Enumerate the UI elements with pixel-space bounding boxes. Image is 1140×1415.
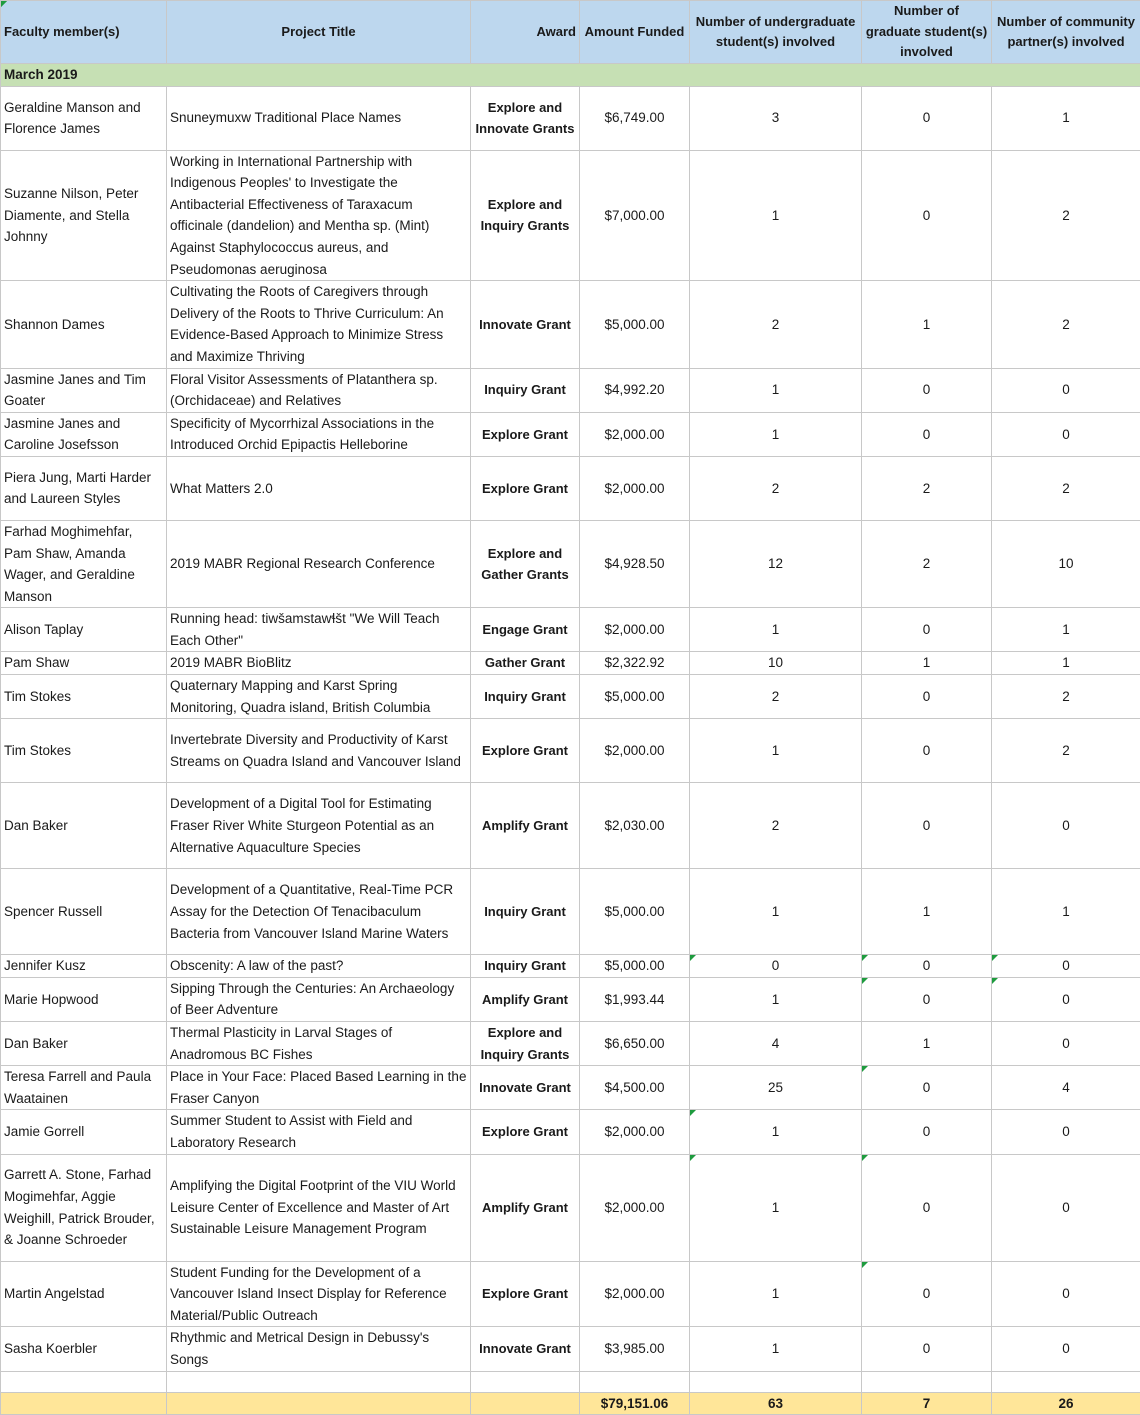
graduate-cell[interactable]: 1 [862,1022,992,1066]
undergrad-cell[interactable]: 1 [690,608,862,652]
community-cell[interactable]: 0 [992,977,1140,1021]
undergrad-cell[interactable]: 1 [690,719,862,783]
award-cell[interactable]: Inquiry Grant [471,368,580,412]
faculty-cell[interactable]: Suzanne Nilson, Peter Diamente, and Stella Johnny [1,150,167,281]
award-cell[interactable]: Explore and Innovate Grants [471,86,580,150]
undergrad-cell[interactable]: 1 [690,368,862,412]
undergrad-cell[interactable]: 3 [690,86,862,150]
undergrad-cell[interactable]: 1 [690,1327,862,1371]
undergrad-cell[interactable]: 10 [690,652,862,675]
graduate-cell[interactable]: 0 [862,719,992,783]
empty-cell[interactable] [167,1371,471,1392]
faculty-cell[interactable]: Jennifer Kusz [1,955,167,978]
undergrad-cell[interactable]: 25 [690,1066,862,1110]
faculty-cell[interactable]: Tim Stokes [1,719,167,783]
award-cell[interactable]: Explore and Gather Grants [471,520,580,607]
community-cell[interactable]: 0 [992,955,1140,978]
table-row [1,783,1140,869]
empty-cell[interactable] [690,1371,862,1392]
graduate-cell[interactable]: 0 [862,783,992,869]
community-cell[interactable]: 0 [992,1022,1140,1066]
amount-cell[interactable]: $2,030.00 [580,783,690,869]
table-row [1,1110,1140,1154]
community-cell[interactable]: 2 [992,150,1140,281]
undergrad-cell[interactable]: 2 [690,281,862,368]
table-row [1,1261,1140,1327]
undergrad-cell[interactable]: 0 [690,955,862,978]
project-title-cell[interactable]: Development of a Quantitative, Real-Time PCR Assay for the Detection Of Tenacibaculum Bacteria from Vancouver Island Marine Waters [167,869,471,955]
amount-cell[interactable]: $4,500.00 [580,1066,690,1110]
amount-cell[interactable]: $2,000.00 [580,456,690,520]
undergrad-cell[interactable]: 1 [690,1110,862,1154]
project-title-cell[interactable]: What Matters 2.0 [167,456,471,520]
amount-cell[interactable]: $6,650.00 [580,1022,690,1066]
community-cell[interactable]: 0 [992,1154,1140,1261]
community-cell[interactable]: 0 [992,783,1140,869]
total-undergrad-cell[interactable]: 63 [690,1392,862,1415]
community-cell[interactable]: 1 [992,608,1140,652]
amount-cell[interactable]: $5,000.00 [580,281,690,368]
table-row [1,1066,1140,1110]
total-graduate-cell[interactable]: 7 [862,1392,992,1415]
table-row [1,456,1140,520]
graduate-cell[interactable]: 0 [862,412,992,456]
table-row [1,1327,1140,1371]
graduate-cell[interactable]: 0 [862,1110,992,1154]
award-cell[interactable]: Explore Grant [471,1261,580,1327]
award-cell[interactable]: Amplify Grant [471,783,580,869]
faculty-cell[interactable]: Geraldine Manson and Florence James [1,86,167,150]
undergrad-cell[interactable]: 2 [690,456,862,520]
project-title-cell[interactable]: Sipping Through the Centuries: An Archaeology of Beer Adventure [167,977,471,1021]
undergrad-cell[interactable]: 1 [690,150,862,281]
project-title-cell[interactable]: Development of a Digital Tool for Estimating Fraser River White Sturgeon Potential as an Alternative Aquaculture Species [167,783,471,869]
award-cell[interactable]: Explore and Inquiry Grants [471,150,580,281]
graduate-cell[interactable]: 0 [862,1154,992,1261]
blank-row [1,1371,1140,1392]
undergrad-cell[interactable]: 1 [690,1261,862,1327]
table-row [1,977,1140,1021]
amount-cell[interactable]: $2,000.00 [580,608,690,652]
community-cell[interactable]: 0 [992,412,1140,456]
faculty-cell[interactable]: Pam Shaw [1,652,167,675]
header-amount-funded[interactable]: Amount Funded [580,1,690,64]
community-cell[interactable]: 0 [992,368,1140,412]
amount-cell[interactable]: $2,000.00 [580,719,690,783]
faculty-cell[interactable]: Dan Baker [1,1022,167,1066]
header-graduate-students[interactable]: Number of graduate student(s) involved [862,1,992,64]
amount-cell[interactable]: $2,322.92 [580,652,690,675]
project-title-cell[interactable]: Place in Your Face: Placed Based Learning in the Fraser Canyon [167,1066,471,1110]
award-cell[interactable]: Inquiry Grant [471,869,580,955]
amount-cell[interactable]: $4,928.50 [580,520,690,607]
table-row [1,1022,1140,1066]
project-title-cell[interactable]: Student Funding for the Development of a Vancouver Island Insect Display for Reference Material/Public Outreach [167,1261,471,1327]
community-cell[interactable]: 2 [992,719,1140,783]
faculty-cell[interactable]: Farhad Moghimehfar, Pam Shaw, Amanda Wager, and Geraldine Manson [1,520,167,607]
undergrad-cell[interactable]: 1 [690,869,862,955]
faculty-cell[interactable]: Dan Baker [1,783,167,869]
amount-cell[interactable]: $5,000.00 [580,869,690,955]
header-faculty[interactable]: Faculty member(s) [1,1,167,64]
empty-cell[interactable] [862,1371,992,1392]
header-undergrad-students[interactable]: Number of undergraduate student(s) involved [690,1,862,64]
project-title-cell[interactable]: 2019 MABR Regional Research Conference [167,520,471,607]
empty-cell[interactable] [471,1392,580,1415]
table-row [1,675,1140,719]
faculty-cell[interactable]: Shannon Dames [1,281,167,368]
community-cell[interactable]: 0 [992,1261,1140,1327]
graduate-cell[interactable]: 0 [862,608,992,652]
award-cell[interactable]: Explore Grant [471,1110,580,1154]
faculty-cell[interactable]: Jasmine Janes and Caroline Josefsson [1,412,167,456]
faculty-cell[interactable]: Teresa Farrell and Paula Waatainen [1,1066,167,1110]
empty-cell[interactable] [167,1392,471,1415]
award-cell[interactable]: Innovate Grant [471,1327,580,1371]
graduate-cell[interactable]: 0 [862,955,992,978]
award-cell[interactable]: Explore Grant [471,456,580,520]
award-cell[interactable]: Amplify Grant [471,1154,580,1261]
award-cell[interactable]: Gather Grant [471,652,580,675]
project-title-cell[interactable]: Running head: tiwšamstawɬšt "We Will Teach Each Other" [167,608,471,652]
faculty-cell[interactable]: Garrett A. Stone, Farhad Mogimehfar, Aggie Weighill, Patrick Brouder, & Joanne Schroeder [1,1154,167,1261]
award-cell[interactable]: Innovate Grant [471,1066,580,1110]
amount-cell[interactable]: $5,000.00 [580,675,690,719]
project-title-cell[interactable]: Obscenity: A law of the past? [167,955,471,978]
graduate-cell[interactable]: 1 [862,652,992,675]
table-row [1,1154,1140,1261]
graduate-cell[interactable]: 0 [862,86,992,150]
community-cell[interactable]: 0 [992,1327,1140,1371]
amount-cell[interactable]: $7,000.00 [580,150,690,281]
faculty-cell[interactable]: Jasmine Janes and Tim Goater [1,368,167,412]
table-row [1,412,1140,456]
amount-cell[interactable]: $2,000.00 [580,1154,690,1261]
faculty-cell[interactable]: Jamie Gorrell [1,1110,167,1154]
faculty-cell[interactable]: Alison Taplay [1,608,167,652]
table-row [1,719,1140,783]
undergrad-cell[interactable]: 2 [690,783,862,869]
table-row [1,281,1140,368]
project-title-cell[interactable]: Snuneymuxw Traditional Place Names [167,86,471,150]
totals-row [1,1392,1140,1415]
award-cell[interactable]: Amplify Grant [471,977,580,1021]
undergrad-cell[interactable]: 2 [690,675,862,719]
community-cell[interactable]: 10 [992,520,1140,607]
graduate-cell[interactable]: 0 [862,977,992,1021]
project-title-cell[interactable]: Summer Student to Assist with Field and Laboratory Research [167,1110,471,1154]
graduate-cell[interactable]: 1 [862,281,992,368]
project-title-cell[interactable]: Amplifying the Digital Footprint of the VIU World Leisure Center of Excellence and Master of Art Sustainable Leisure Management Program [167,1154,471,1261]
community-cell[interactable]: 2 [992,281,1140,368]
table-row [1,520,1140,607]
award-cell[interactable]: Engage Grant [471,608,580,652]
project-title-cell[interactable]: Floral Visitor Assessments of Platanthera sp. (Orchidaceae) and Relatives [167,368,471,412]
graduate-cell[interactable]: 0 [862,368,992,412]
faculty-cell[interactable]: Sasha Koerbler [1,1327,167,1371]
project-title-cell[interactable]: 2019 MABR BioBlitz [167,652,471,675]
faculty-cell[interactable]: Tim Stokes [1,675,167,719]
graduate-cell[interactable]: 2 [862,520,992,607]
amount-cell[interactable]: $2,000.00 [580,1110,690,1154]
project-title-cell[interactable]: Thermal Plasticity in Larval Stages of Anadromous BC Fishes [167,1022,471,1066]
award-cell[interactable]: Explore Grant [471,412,580,456]
community-cell[interactable]: 1 [992,86,1140,150]
total-amount-cell[interactable]: $79,151.06 [580,1392,690,1415]
total-community-cell[interactable]: 26 [992,1392,1140,1415]
header-row [1,1,1140,64]
undergrad-cell[interactable]: 12 [690,520,862,607]
table-row [1,608,1140,652]
section-label[interactable]: March 2019 [1,64,1140,87]
undergrad-cell[interactable]: 1 [690,977,862,1021]
faculty-cell[interactable]: Marie Hopwood [1,977,167,1021]
award-cell[interactable]: Explore and Inquiry Grants [471,1022,580,1066]
award-cell[interactable]: Inquiry Grant [471,955,580,978]
graduate-cell[interactable]: 0 [862,150,992,281]
table-row [1,86,1140,150]
amount-cell[interactable]: $6,749.00 [580,86,690,150]
header-project-title[interactable]: Project Title [167,1,471,64]
award-cell[interactable]: Innovate Grant [471,281,580,368]
project-title-cell[interactable]: Invertebrate Diversity and Productivity of Karst Streams on Quadra Island and Vancouver Island [167,719,471,783]
community-cell[interactable]: 1 [992,869,1140,955]
amount-cell[interactable]: $2,000.00 [580,1261,690,1327]
award-cell[interactable]: Explore Grant [471,719,580,783]
graduate-cell[interactable]: 0 [862,1261,992,1327]
empty-cell[interactable] [471,1371,580,1392]
project-title-cell[interactable]: Rhythmic and Metrical Design in Debussy's Songs [167,1327,471,1371]
empty-cell[interactable] [992,1371,1140,1392]
community-cell[interactable]: 2 [992,456,1140,520]
project-title-cell[interactable]: Quaternary Mapping and Karst Spring Monitoring, Quadra island, British Columbia [167,675,471,719]
community-cell[interactable]: 0 [992,1110,1140,1154]
table-row [1,368,1140,412]
undergrad-cell[interactable]: 4 [690,1022,862,1066]
amount-cell[interactable]: $4,992.20 [580,368,690,412]
undergrad-cell[interactable]: 1 [690,1154,862,1261]
community-cell[interactable]: 1 [992,652,1140,675]
header-award[interactable]: Award [471,1,580,64]
header-community-partners[interactable]: Number of community partner(s) involved [992,1,1140,64]
table-row [1,869,1140,955]
award-cell[interactable]: Inquiry Grant [471,675,580,719]
empty-cell[interactable] [1,1371,167,1392]
table-row [1,955,1140,978]
graduate-cell[interactable]: 1 [862,869,992,955]
project-title-cell[interactable]: Working in International Partnership with Indigenous Peoples' to Investigate the Antibacterial Effectiveness of Taraxacum officinale (dandelion) and Mentha sp. (Mint) Against Staphylococcus aureus, and Pseudomonas aeruginosa [167,150,471,281]
graduate-cell[interactable]: 2 [862,456,992,520]
table-row [1,652,1140,675]
empty-cell[interactable] [1,1392,167,1415]
amount-cell[interactable]: $1,993.44 [580,977,690,1021]
section-row [1,64,1140,87]
graduate-cell[interactable]: 0 [862,1327,992,1371]
community-cell[interactable]: 2 [992,675,1140,719]
faculty-cell[interactable]: Piera Jung, Marti Harder and Laureen Styles [1,456,167,520]
project-title-cell[interactable]: Cultivating the Roots of Caregivers through Delivery of the Roots to Thrive Curriculum: An Evidence-Based Approach to Minimize Stress and Maximize Thriving [167,281,471,368]
empty-cell[interactable] [580,1371,690,1392]
amount-cell[interactable]: $2,000.00 [580,412,690,456]
community-cell[interactable]: 4 [992,1066,1140,1110]
amount-cell[interactable]: $5,000.00 [580,955,690,978]
graduate-cell[interactable]: 0 [862,1066,992,1110]
faculty-cell[interactable]: Martin Angelstad [1,1261,167,1327]
graduate-cell[interactable]: 0 [862,675,992,719]
amount-cell[interactable]: $3,985.00 [580,1327,690,1371]
undergrad-cell[interactable]: 1 [690,412,862,456]
project-title-cell[interactable]: Specificity of Mycorrhizal Associations in the Introduced Orchid Epipactis Helleborine [167,412,471,456]
faculty-cell[interactable]: Spencer Russell [1,869,167,955]
table-row [1,150,1140,281]
